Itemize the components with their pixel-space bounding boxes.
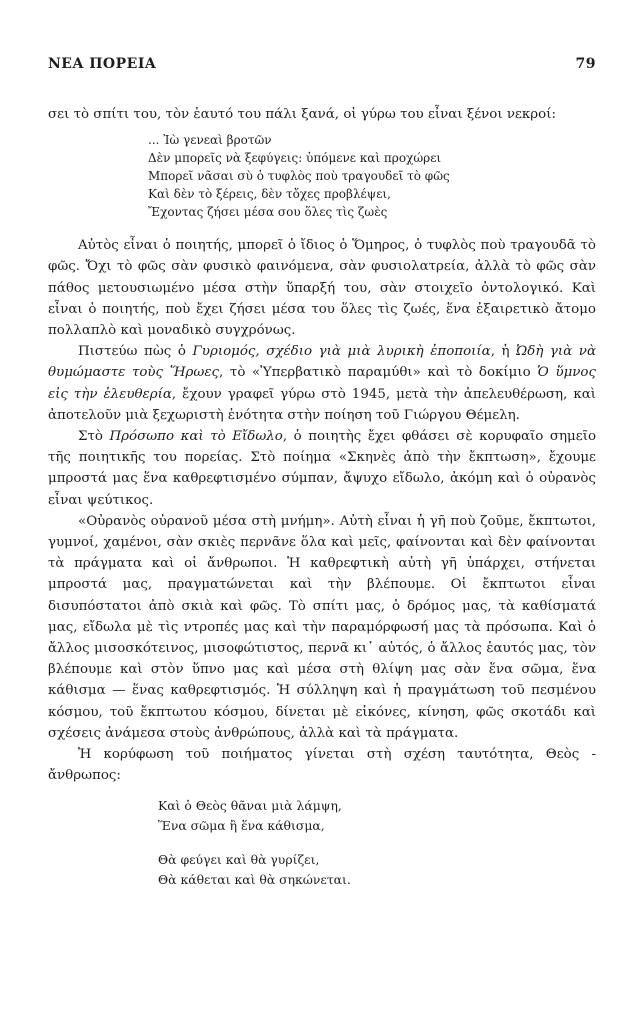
paragraph-continued: σει τὸ σπίτι του, τὸν ἑαυτό του πάλι ξανά, οἱ γύρω του εἶναι ξένοι νεκροί: [48,107,556,122]
poem-line: ... Ἰὼ γενεαὶ βροτῶν [148,133,272,148]
title-italic: Γυριομός, σχέδιο γιὰ μιὰ λυρικὴ ἐποποιία [192,344,491,360]
page-number: 79 [575,56,596,72]
poem-quote-2 [158,796,596,890]
poem-line: Καὶ ὁ Θεὸς θᾶναι μιὰ λάμψη, [158,798,342,814]
poem-line: Θὰ κάθεται καὶ θὰ σηκώνεται. [158,872,351,888]
poem-line: Μπορεῖ νᾶσαι σὺ ὁ τυφλὸς ποὺ τραγουδεῖ τὸ φῶς [148,169,450,184]
text-run: Πιστεύω πὼς ὁ [78,344,193,360]
text-run: , τὸ «Ὑπερβατικὸ παραμύθι» καὶ τὸ δοκίμιο [219,365,538,381]
poem-line: Καὶ δὲν τὸ ξέρεις, δὲν τὄχες προβλέψει, [148,187,391,202]
poem-quote-1 [148,131,596,221]
running-header [48,56,596,72]
journal-title: ΝΕΑ ΠΟΡΕΙΑ [48,56,157,72]
text-run: , ὁ ποιητὴς ἔχει φθάσει σὲ κορυφαῖο σημεῖο τῆς ποιητικῆς του πορείας. Στὸ ποίημα «Σκηνὲς ἀπὸ τὴν ἔκπτωση», ἔχουμε μπροστά μας ἕνα καθρεφτισμένο σύμπαν, ἄψυχο εἴδωλο, ἀκόμη καὶ ὁ οὐρανὸς εἶναι ψεύτικος. [48,429,597,508]
text-run: Στὸ [78,429,110,445]
title-italic: Ὠδὴ γιὰ νὰ θυμώμαστε τοὺς Ἥρωες [48,344,596,381]
text-run: , ἔχουν γραφεῖ γύρω στὸ 1945, μετὰ τὴν ἀπελευθέρωση, καὶ ἀποτελοῦν μιὰ ξεχωριστὴ ἑνότητα στὴν ποίηση τοῦ Γιώργου Θέμελη. [48,386,596,423]
paragraph-4: «Οὐρανὸς οὐρανοῦ μέσα στὴ μνήμη». Αὐτὴ εἶναι ἡ γῆ ποὺ ζοῦμε, ἔκπτωτοι, γυμνοί, χαμένοι, σὰν σκιὲς περνᾶνε ὅλα καὶ μεῖς, φαίνονται καὶ δὲν φαίνονται τὰ πράγματα καὶ οἱ ἄνθρωποι. Ἡ καθρεφτικὴ αὐτὴ γῆ ὑπάρχει, στήνεται μπροστά μας, πραγματώνεται καὶ τὴν βλέπουμε. Οἱ ἔκπτωτοι εἶναι δισυπόστατοι ἀπὸ σκιὰ καὶ φῶς. Τὸ σπίτι μας, ὁ δρόμος μας, τὰ καθίσματά μας, εἴδωλα μὲ τὶς ντροπές μας καὶ τὴν παραμόρφωσή μας τὰ πρόσωπα. Καὶ ὁ ἄλλος μισοσκότεινος, μισοφώτιστος, περνᾶ κι᾿ αὐτός, ὁ ἄλλος ἑαυτός μας, τὸν βλέπουμε καὶ στὸν ὕπνο μας καὶ μέσα στὴ θλίψη μας σὰν ἕνα σῶμα, ἕνα κάθισμα — ἕνας καθρεφτισμός. Ἡ σύλληψη καὶ ἡ πραγμάτωση τοῦ πεσμένου κόσμου, τοῦ ἔκπτωτου κόσμου, δίνεται μὲ εἰκόνες, κίνηση, φῶς σκοτάδι καὶ σχέσεις ἀνάμεσα στοὺς ἀνθρώπους, ἀλλὰ καὶ τὰ πράγματα. [48,513,596,741]
stanza-break [158,836,596,850]
paragraph-3 [48,426,596,511]
poem-line: Ἔχοντας ζήσει μέσα σου ὅλες τὶς ζωὲς [148,205,388,220]
paragraph-1: Αὐτὸς εἶναι ὁ ποιητής, μπορεῖ ὁ ἴδιος ὁ Ὅμηρος, ὁ τυφλὸς ποὺ τραγουδᾶ τὸ φῶς. Ὄχι τὸ φῶς σὰν φυσικὸ φαινόμενα, σὰν φυσιολατρεία, ἀλλὰ τὸ φῶς σὰν πάθος μετουσιωμένο μέσα στὴν ὕπαρξή του, σὰν στοιχεῖο ὀντολογικό. Καὶ εἶναι ὁ ποιητής, ποὺ ἔχει ζήσει μέσα του ὅλες τὶς ζωές, ἕνα ἐξαιρετικὸ ἄτομο πολλαπλὸ καὶ μοναδικὸ συγχρόνως. [48,238,596,339]
text-run: , ἡ [490,344,517,360]
paragraph-5: Ἡ κορύφωση τοῦ ποιήματος γίνεται στὴ σχέση ταυτότητα, Θεὸς - ἄνθρωπος: [48,747,596,784]
poem-line: Θὰ φεύγει καὶ θὰ γυρίζει, [158,852,320,868]
poem-line: Δὲν μπορεῖς νὰ ξεφύγεις: ὑπόμενε καὶ προχώρει [148,151,442,166]
paragraph-2 [48,341,596,426]
title-italic: Ὁ ὕμνος εἰς τὴν ἐλευθερία [48,365,596,402]
poem-line: Ἕνα σῶμα ἢ ἕνα κάθισμα, [158,818,325,834]
title-italic: Πρόσωπο καὶ τὸ Εἴδωλο [109,429,283,445]
